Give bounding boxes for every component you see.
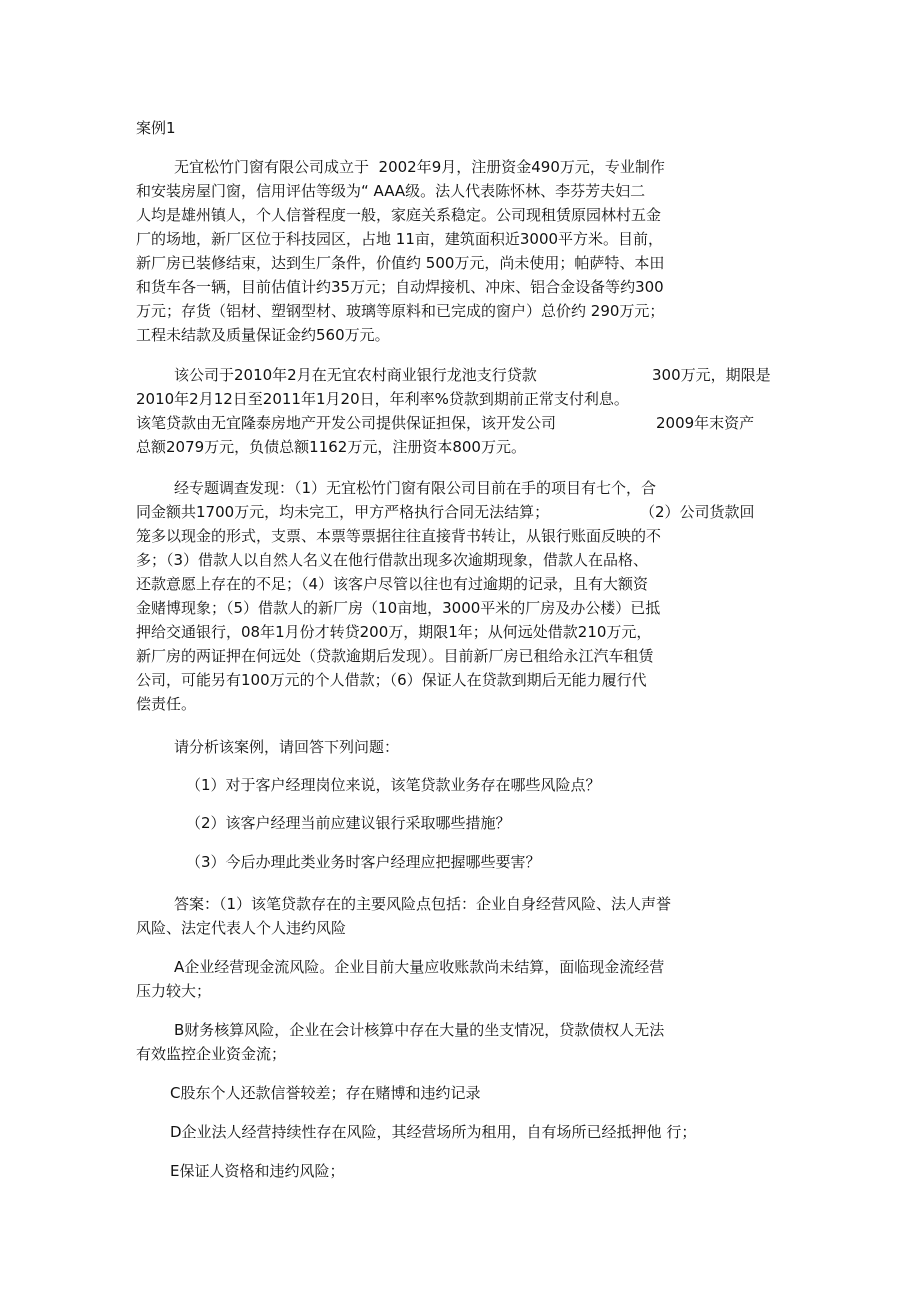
loan-line-4: 总额2079万元，负债总额1162万元，注册资本800万元。 <box>136 438 526 456</box>
risk-a-line-1: A企业经营现金流风险。企业目前大量应收账款尚未结算，面临现金流经营 <box>174 958 665 976</box>
loan-line-1a: 该公司于2010年2月在无宜农村商业银行龙池支行贷款 <box>174 366 537 384</box>
findings-line-8: 新厂房的两证押在何远处（贷款逾期后发现）。目前新厂房已租给永江汽车租赁 <box>136 647 654 665</box>
intro-line-8: 工程未结款及质量保证金约560万元。 <box>136 326 390 344</box>
intro-line-2: 和安装房屋门窗，信用评估等级为“ AAA级。法人代表陈怀林、李芬芳夫妇二 <box>136 182 646 200</box>
risk-d: D企业法人经营持续性存在风险，其经营场所为租用，自有场所已经抵押他 行； <box>170 1123 697 1141</box>
question-1: （1）对于客户经理岗位来说，该笔贷款业务存在哪些风险点？ <box>186 776 601 794</box>
case-title: 案例1 <box>136 119 176 137</box>
loan-line-2: 2010年2月12日至2011年1月20日，年利率%贷款到期前正常支付利息。 <box>136 390 629 408</box>
answer-line-2: 风险、法定代表人个人违约风险 <box>136 919 347 937</box>
risk-e: E保证人资格和违约风险； <box>170 1162 345 1180</box>
analysis-prompt: 请分析该案例，请回答下列问题： <box>174 738 400 756</box>
findings-line-7: 押给交通银行，08年1月份才转贷200万，期限1年；从何远处借款210万元， <box>136 623 652 641</box>
findings-line-10: 偿责任。 <box>136 695 197 713</box>
risk-a-line-2: 压力较大； <box>136 982 212 1000</box>
risk-c: C股东个人还款信誉较差；存在赌博和违约记录 <box>170 1084 481 1102</box>
findings-line-1: 经专题调查发现：（1）无宜松竹门窗有限公司目前在手的项目有七个，合 <box>174 479 657 497</box>
loan-line-3b: 2009年末资产 <box>656 414 755 432</box>
findings-line-9: 公司，可能另有100万元的个人借款；（6）保证人在贷款到期后无能力履行代 <box>136 671 647 689</box>
findings-line-5: 还款意愿上存在的不足；（4）该客户尽管以往也有过逾期的记录，且有大额资 <box>136 575 649 593</box>
answer-line-1: 答案：（1）该笔贷款存在的主要风险点包括：企业自身经营风险、法人声誉 <box>174 895 672 913</box>
intro-line-4: 厂的场地，新厂区位于科技园区，占地 11亩，建筑面积近3000平方米。目前， <box>136 230 664 248</box>
intro-line-7: 万元；存货（铝材、塑钢型材、玻璃等原料和已完成的窗户）总价约 290万元； <box>136 302 665 320</box>
question-3: （3）今后办理此类业务时客户经理应把握哪些要害？ <box>186 853 541 871</box>
risk-b-line-1: B财务核算风险，企业在会计核算中存在大量的坐支情况，贷款债权人无法 <box>174 1021 665 1039</box>
intro-line-1: 无宜松竹门窗有限公司成立于 2002年9月，注册资金490万元，专业制作 <box>174 158 665 176</box>
intro-line-3: 人均是雄州镇人，个人信誉程度一般，家庭关系稳定。公司现租赁原园林村五金 <box>136 206 662 224</box>
findings-line-4: 多；（3）借款人以自然人名义在他行借款出现多次逾期现象，借款人在品格、 <box>136 551 649 569</box>
intro-line-5: 新厂房已装修结束，达到生厂条件，价值约 500万元，尚未使用；帕萨特、本田 <box>136 254 665 272</box>
intro-line-6: 和货车各一辆，目前估值计约35万元；自动焊接机、冲床、铝合金设备等约300 <box>136 278 664 296</box>
findings-line-2a: 同金额共1700万元，均未完工，甲方严格执行合同无法结算； <box>136 503 550 521</box>
loan-line-3a: 该笔贷款由无宜隆泰房地产开发公司提供保证担保，该开发公司 <box>136 414 557 432</box>
findings-line-3: 笼多以现金的形式，支票、本票等票据往往直接背书转让，从银行账面反映的不 <box>136 527 662 545</box>
findings-line-2b: （2）公司货款回 <box>640 503 755 521</box>
loan-line-1b: 300万元，期限是 <box>652 366 771 384</box>
question-2: （2）该客户经理当前应建议银行采取哪些措施？ <box>186 814 511 832</box>
findings-line-6: 金赌博现象；（5）借款人的新厂房（10亩地，3000平米的厂房及办公楼）已抵 <box>136 599 661 617</box>
risk-b-line-2: 有效监控企业资金流； <box>136 1045 287 1063</box>
